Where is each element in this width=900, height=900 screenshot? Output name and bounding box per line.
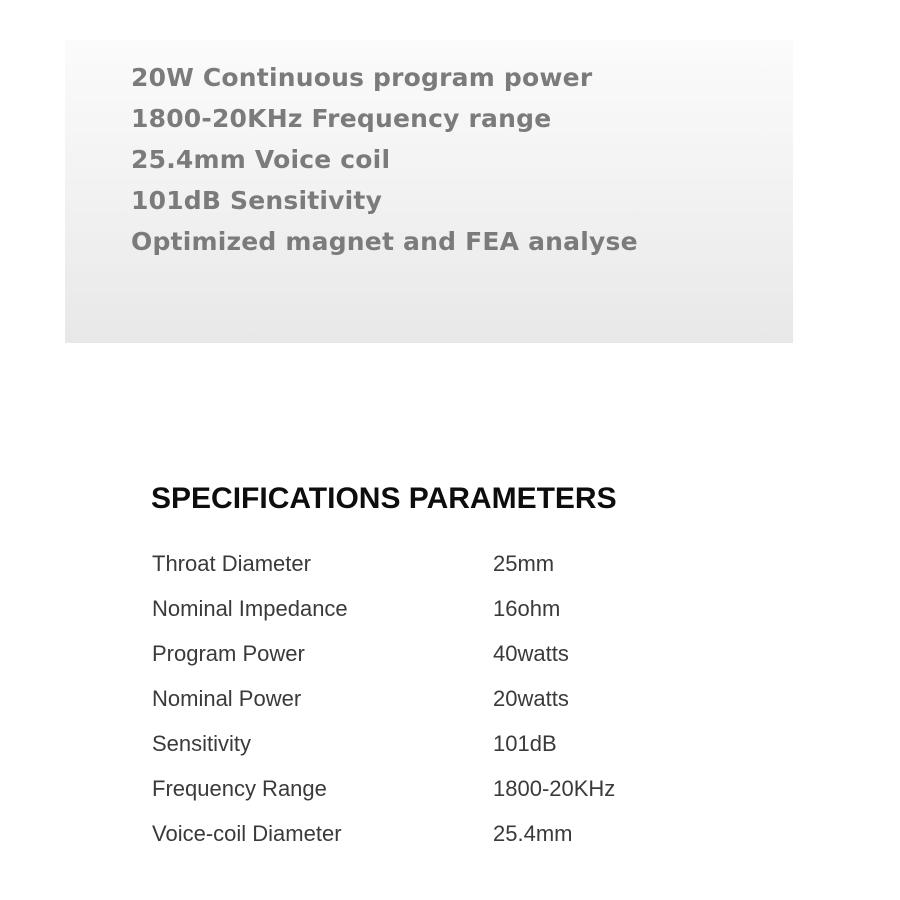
spec-row-nominal-impedance [152, 586, 672, 631]
spec-row-frequency-range [152, 766, 672, 811]
spec-value: 25mm [493, 550, 555, 576]
spec-label: Voice-coil Diameter [152, 820, 342, 846]
spec-label: Throat Diameter [152, 550, 311, 576]
feature-sensitivity: 101dB Sensitivity [131, 186, 383, 215]
specifications-table [152, 541, 672, 856]
spec-label: Frequency Range [152, 775, 327, 801]
spec-value: 40watts [493, 640, 569, 666]
spec-row-voice-coil-diameter [152, 811, 672, 856]
feature-magnet-analysis: Optimized magnet and FEA analyse [131, 227, 638, 256]
spec-row-sensitivity [152, 721, 672, 766]
feature-frequency-range: 1800-20KHz Frequency range [131, 104, 552, 133]
spec-value: 1800-20KHz [493, 775, 616, 801]
feature-panel [65, 40, 793, 343]
spec-label: Program Power [152, 640, 305, 666]
feature-voice-coil: 25.4mm Voice coil [131, 145, 391, 174]
spec-value: 101dB [493, 730, 557, 756]
spec-value: 25.4mm [493, 820, 573, 846]
spec-value: 20watts [493, 685, 569, 711]
specifications-title: SPECIFICATIONS PARAMETERS [151, 482, 617, 515]
spec-label: Sensitivity [152, 730, 252, 756]
spec-value: 16ohm [493, 595, 561, 621]
spec-row-program-power [152, 631, 672, 676]
spec-label: Nominal Impedance [152, 595, 348, 621]
spec-row-nominal-power [152, 676, 672, 721]
feature-continuous-power: 20W Continuous program power [131, 63, 593, 92]
feature-list [131, 57, 638, 262]
spec-row-throat-diameter [152, 541, 672, 586]
spec-label: Nominal Power [152, 685, 302, 711]
